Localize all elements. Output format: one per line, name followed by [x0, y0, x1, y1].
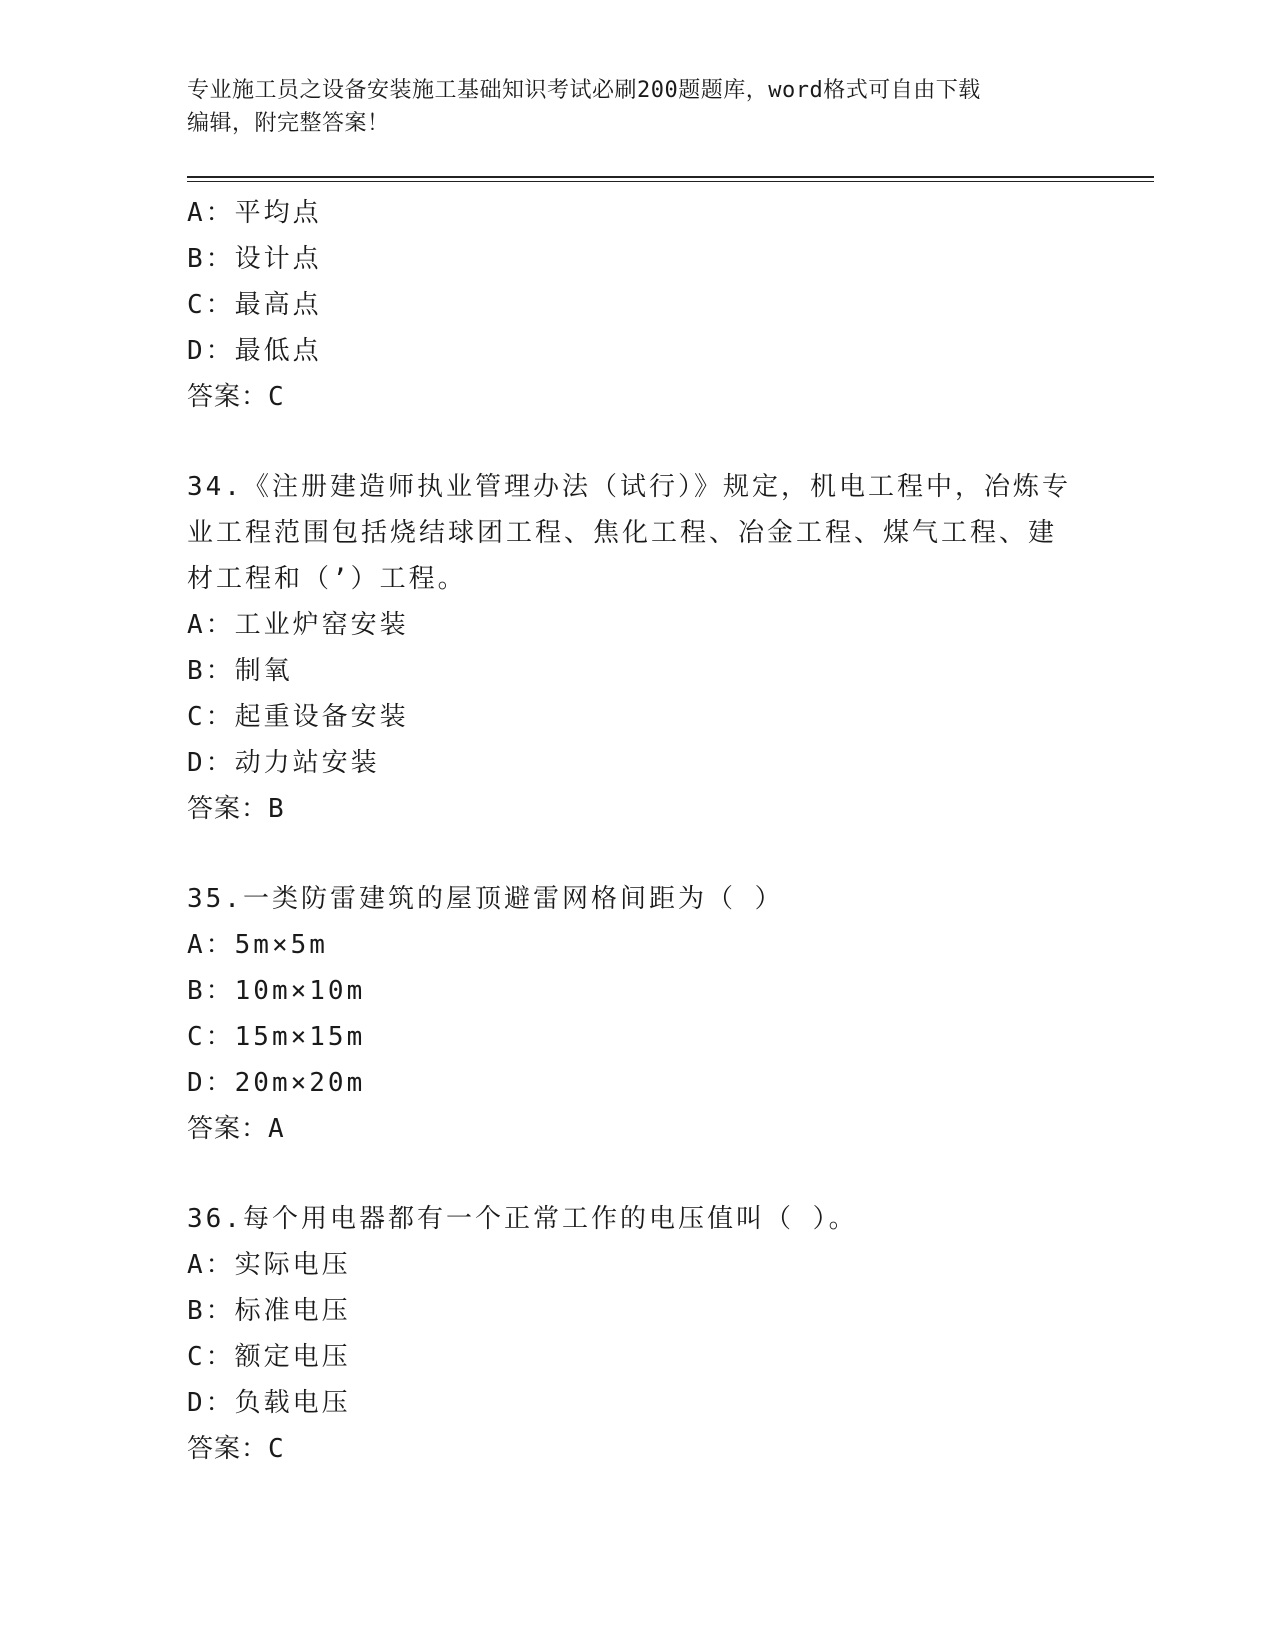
option-b: B：制氧 — [187, 656, 293, 686]
question-35-block — [187, 876, 1087, 1152]
option-d: D：最低点 — [187, 336, 322, 366]
option-d: D：20m×20m — [187, 1068, 366, 1098]
answer-line: 答案：C — [187, 1434, 285, 1464]
header-rule-thin — [187, 181, 1154, 182]
answer-line: 答案：A — [187, 1114, 285, 1144]
question-36-block — [187, 1196, 1087, 1472]
option-a: A：5m×5m — [187, 930, 328, 960]
option-d: D：动力站安装 — [187, 748, 380, 778]
question-stem-line: 36.每个用电器都有一个正常工作的电压值叫（ ）。 — [187, 1204, 858, 1234]
option-d: D：负载电压 — [187, 1388, 351, 1418]
question-stem-line: 35.一类防雷建筑的屋顶避雷网格间距为（ ） — [187, 884, 784, 914]
question-stem-line: 34.《注册建造师执业管理办法（试行）》规定，机电工程中，冶炼专 — [187, 472, 1071, 502]
option-b: B：10m×10m — [187, 976, 366, 1006]
answer-line: 答案：B — [187, 794, 285, 824]
answer-line: 答案：C — [187, 382, 285, 412]
option-a: A：工业炉窑安装 — [187, 610, 409, 640]
question-stem-line: 业工程范围包括烧结球团工程、焦化工程、冶金工程、煤气工程、建 — [187, 518, 1058, 548]
option-c: C：起重设备安装 — [187, 702, 409, 732]
page-header — [187, 74, 1087, 140]
header-rule-thick — [187, 176, 1154, 178]
option-c: C：最高点 — [187, 290, 322, 320]
option-b: B：设计点 — [187, 244, 322, 274]
prev-question-block — [187, 190, 1087, 420]
header-line-1: 专业施工员之设备安装施工基础知识考试必刷200题题库，word格式可自由下载 — [187, 78, 981, 103]
option-a: A：平均点 — [187, 198, 322, 228]
question-content — [187, 190, 1087, 1472]
header-line-2: 编辑，附完整答案！ — [187, 111, 390, 136]
question-stem-line: 材工程和（’）工程。 — [187, 564, 467, 594]
option-c: C：15m×15m — [187, 1022, 366, 1052]
question-34-block — [187, 464, 1087, 832]
option-b: B：标准电压 — [187, 1296, 351, 1326]
option-c: C：额定电压 — [187, 1342, 351, 1372]
option-a: A：实际电压 — [187, 1250, 351, 1280]
